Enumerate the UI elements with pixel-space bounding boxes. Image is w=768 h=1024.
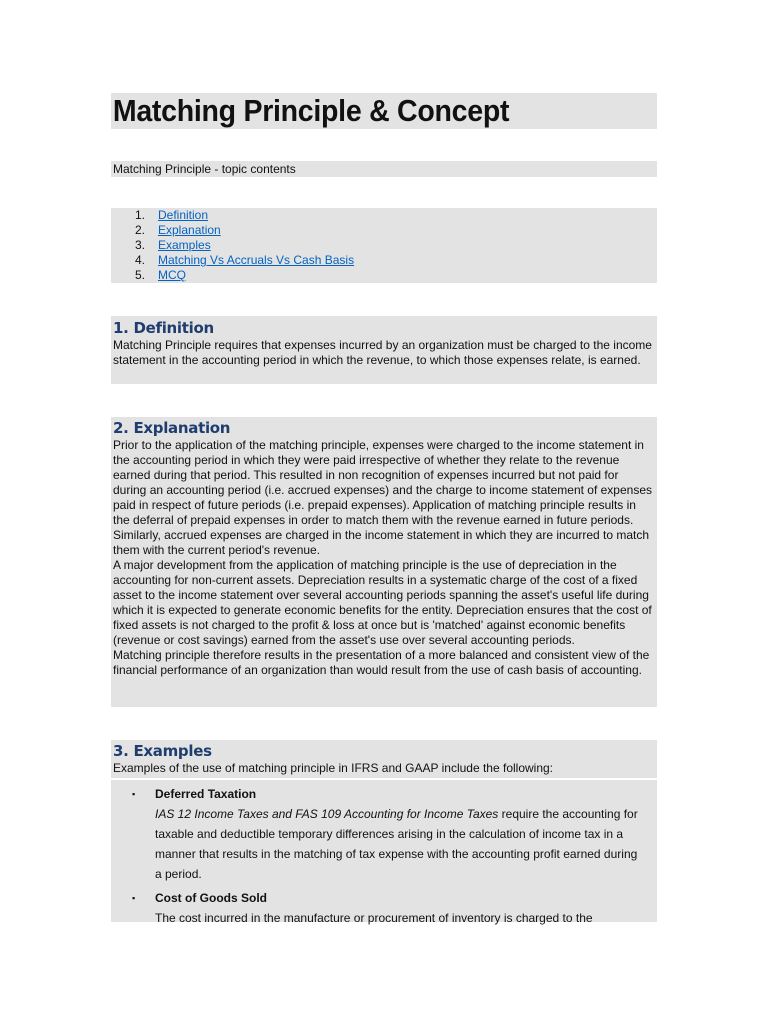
toc-number: 2. — [135, 223, 146, 237]
examples-intro: Examples of the use of matching principle in IFRS and GAAP include the following: — [113, 761, 554, 775]
subtitle-band — [111, 161, 657, 177]
explanation-section — [111, 417, 657, 707]
explanation-heading: 2. Explanation — [113, 419, 231, 437]
list-item — [111, 884, 657, 928]
toc-item-examples — [111, 238, 657, 253]
definition-text: Matching Principle requires that expenses incurred by an organization must be charged to the income statement in the accounting period in which the revenue, to which those expenses relate, is earned. — [113, 338, 652, 367]
example-text-cost-of-goods-sold: The cost incurred in the manufacture or procurement of inventory is charged to the — [155, 911, 593, 925]
examples-heading: 3. Examples — [113, 742, 212, 760]
examples-section — [111, 740, 657, 778]
list-item — [111, 780, 657, 884]
example-text-deferred-taxation — [155, 804, 657, 884]
definition-section — [111, 316, 657, 384]
toc-link-definition[interactable]: Definition — [158, 208, 209, 222]
explanation-paragraph-1: Prior to the application of the matching principle, expenses were charged to the income statement in the accounting period in which they were paid irrespective of whether they relate to the revenue earned during that period. This resulted in non recognition of expenses incurred but not paid for during an accounting period (i.e. accrued expenses) and the charge to income statement of expenses paid in respect of future periods (i.e. prepaid expenses). Application of matching principle results in the deferral of prepaid expenses in order to match them with the revenue earned in future periods. Similarly, accrued expenses are charged in the income statement in which they are incurred to match them with the current period's revenue. — [113, 438, 652, 557]
page-title: Matching Principle & Concept — [112, 93, 510, 128]
example-description: require the accounting for taxable and deductible temporary differences arising in the calculation of income tax in a manner that results in the matching of tax expense with the accounting profit earned during a period. — [155, 807, 638, 881]
toc-number: 5. — [135, 268, 146, 282]
bullet-icon: ▪ — [132, 789, 136, 799]
toc-item-matching-vs — [111, 253, 657, 268]
explanation-paragraph-3: Matching principle therefore results in the presentation of a more balanced and consistent view of the financial performance of an organization than would result from the use of cash basis of accounting. — [113, 648, 650, 677]
toc-number: 3. — [135, 238, 146, 252]
table-of-contents — [111, 208, 657, 283]
toc-item-definition — [111, 208, 657, 223]
examples-list — [111, 780, 657, 925]
toc-number: 1. — [135, 208, 146, 222]
toc-number: 4. — [135, 253, 146, 267]
toc-link-matching-vs-accruals[interactable]: Matching Vs Accruals Vs Cash Basis — [158, 253, 355, 267]
toc-link-mcq[interactable]: MCQ — [158, 268, 186, 282]
explanation-paragraph-2: A major development from the application of matching principle is the use of depreciation in the accounting for non-current assets. Depreciation results in a systematic charge of the cost of a fixed asset to the income statement over several accounting periods spanning the asset's useful life during which it is expected to generate economic benefits for the entity. Depreciation ensures that the cost of fixed assets is not charged to the profit & loss at once but is 'matched' against economic benefits (revenue or cost savings) earned from the asset's use over several accounting periods. — [113, 558, 652, 647]
bullet-icon: ▪ — [132, 893, 136, 903]
title-band — [111, 93, 657, 129]
toc-link-examples[interactable]: Examples — [158, 238, 211, 252]
example-heading-cost-of-goods-sold: Cost of Goods Sold — [155, 891, 267, 905]
example-heading-deferred-taxation: Deferred Taxation — [155, 787, 257, 801]
example-standard-reference: IAS 12 Income Taxes and FAS 109 Accounting for Income Taxes — [155, 807, 499, 821]
topic-contents-label: Matching Principle - topic contents — [113, 162, 296, 176]
toc-item-mcq — [111, 268, 657, 283]
toc-item-explanation — [111, 223, 657, 238]
toc-link-explanation[interactable]: Explanation — [158, 223, 221, 237]
definition-heading: 1. Definition — [113, 319, 214, 337]
